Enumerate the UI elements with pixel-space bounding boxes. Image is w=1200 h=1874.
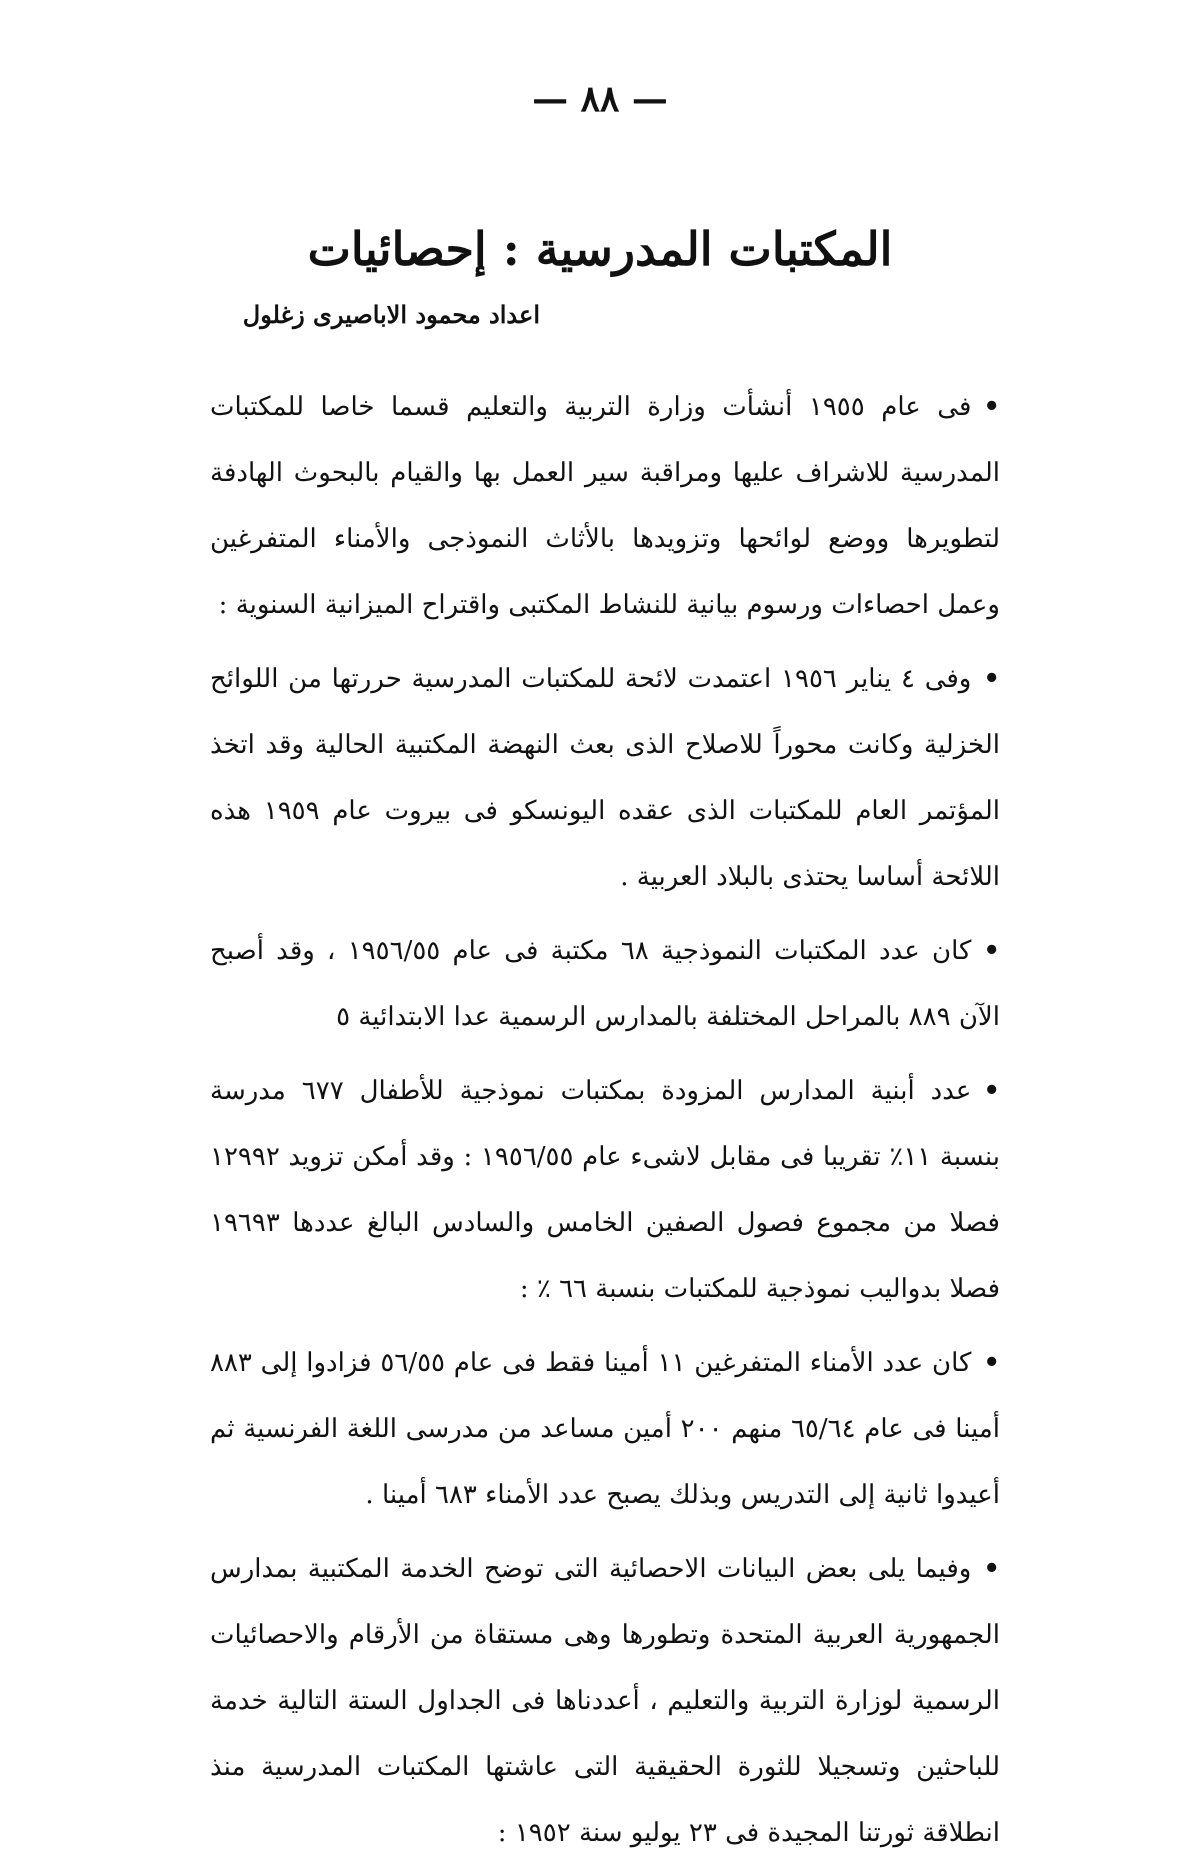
bullet-icon: • (983, 936, 1001, 966)
paragraph-text: كان عدد الأمناء المتفرغين ١١ أمينا فقط فى عام ٥٦/٥٥ فزادوا إلى ٨٨٣ أمينا فى عام ٦٥/٦٤ منهم ٢٠٠ أمين مساعد من مدرسى اللغة الفرنسية ثم أعيدوا ثانية إلى التدريس وبذلك يصبح عدد الأمناء ٦٨٣ أمينا . (210, 1348, 1000, 1510)
paragraph-text: وفى ٤ يناير ١٩٥٦ اعتمدت لائحة للمكتبات المدرسية حررتها من اللوائح الخزلية وكانت محوراً للاصلاح الذى بعث النهضة المكتبية الحالية وقد اتخذ المؤتمر العام للمكتبات الذى عقده اليونسكو فى بيروت عام ١٩٥٩ هذه اللائحة أساسا يحتذى بالبلاد العربية . (210, 664, 1001, 892)
paragraph (210, 918, 1000, 1050)
bullet-icon: • (983, 1348, 1001, 1378)
page-number: — ٨٨ — (532, 78, 668, 120)
paragraph-text: كان عدد المكتبات النموذجية ٦٨ مكتبة فى عام ١٩٥٦/٥٥ ، وقد أصبح الآن ٨٨٩ بالمراحل المختلفة بالمدارس الرسمية عدا الابتدائية ٥ (210, 936, 1000, 1032)
bullet-icon: • (983, 664, 1000, 694)
author-line: اعداد محمود الاباصيرى زغلول (242, 300, 540, 329)
paragraph (210, 1330, 1000, 1528)
page-title: المكتبات المدرسية : إحصائيات (307, 222, 893, 276)
paragraph-text: فى عام ١٩٥٥ أنشأت وزارة التربية والتعليم قسما خاصا للمكتبات المدرسية للاشراف عليها ومراقبة سير العمل بها والقيام بالبحوث الهادفة لتطويرها ووضع لوائحها وتزويدها بالأثاث النموذجى والأمناء المتفرغين وعمل احصاءات ورسوم بيانية للنشاط المكتبى واقتراح الميزانية السنوية : (210, 392, 1000, 620)
bullet-icon: • (983, 1554, 1000, 1584)
body-text (210, 374, 1000, 1874)
paragraph (210, 1058, 1000, 1322)
paragraph (210, 1536, 1000, 1866)
paragraph-text: عدد أبنية المدارس المزودة بمكتبات نموذجية للأطفال ٦٧٧ مدرسة بنسبة ١١٪ تقريبا فى مقابل لاشىء عام ١٩٥٦/٥٥ : وقد أمكن تزويد ١٢٩٩٢ فصلا من مجموع فصول الصفين الخامس والسادس البالغ عددها ١٩٦٩٣ فصلا بدواليب نموذجية للمكتبات بنسبة ٦٦ ٪ : (210, 1076, 1000, 1304)
bullet-icon: • (983, 1076, 1001, 1106)
paragraph (210, 374, 1000, 638)
paragraph-text: وفيما يلى بعض البيانات الاحصائية التى توضح الخدمة المكتبية بمدارس الجمهورية العربية المتحدة وتطورها وهى مستقاة من الأرقام والاحصائيات الرسمية لوزارة التربية والتعليم ، أعددناها فى الجداول الستة التالية خدمة للباحثين وتسجيلا للثورة الحقيقية التى عاشتها المكتبات المدرسية منذ انطلاقة ثورتنا المجيدة فى ٢٣ يوليو سنة ١٩٥٢ : (210, 1554, 1000, 1848)
bullet-icon: • (983, 392, 1000, 422)
paragraph (210, 646, 1000, 910)
